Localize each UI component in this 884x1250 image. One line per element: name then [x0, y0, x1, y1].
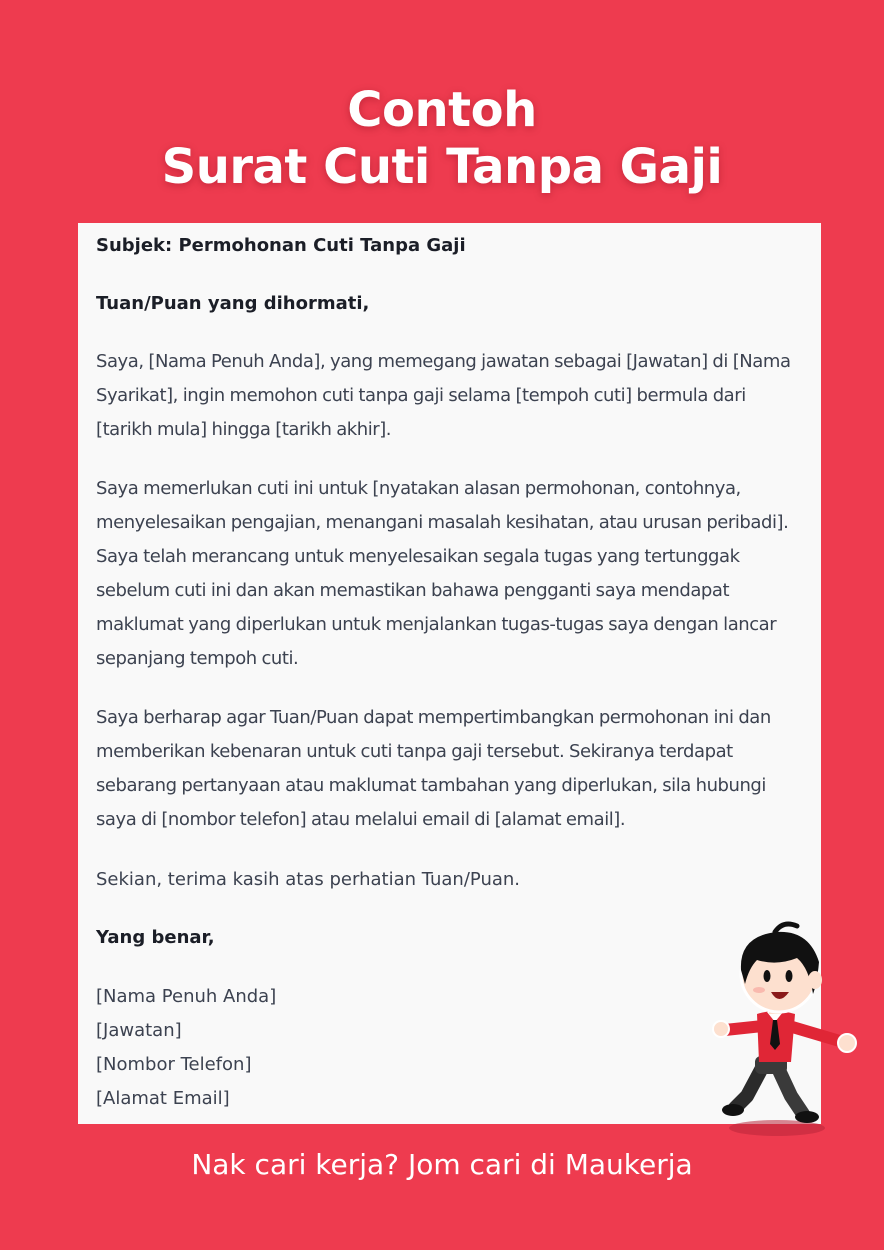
signature-phone: [Nombor Telefon] — [96, 1054, 252, 1075]
letter-salutation: Tuan/Puan yang dihormati, — [96, 293, 370, 314]
letter-paragraph-1: Saya, [Nama Penuh Anda], yang memegang jawatan sebagai [Jawatan] di [Nama Syarikat], ingin memohon cuti tanpa gaji selama [tempoh cuti] bermula dari [tarikh mula] hingga [tarikh akhir]. — [96, 351, 791, 440]
signature-name: [Nama Penuh Anda] — [96, 986, 277, 1007]
signature-email: [Alamat Email] — [96, 1088, 230, 1109]
page-title-line-1: Contoh — [347, 82, 537, 138]
letter-paragraph-3: Saya berharap agar Tuan/Puan dapat mempertimbangkan permohonan ini dan memberikan kebenaran untuk cuti tanpa gaji tersebut. Sekiranya terdapat sebarang pertanyaan atau maklumat tambahan yang diperlukan, sila hubungi saya di [nombor telefon] atau melalui email di [alamat email]. — [96, 707, 771, 830]
mascot-character-illustration — [705, 918, 865, 1143]
page-title-line-2: Surat Cuti Tanpa Gaji — [161, 139, 723, 195]
letter-closing-line: Sekian, terima kasih atas perhatian Tuan/Puan. — [96, 869, 521, 890]
footer-tagline: Nak cari kerja? Jom cari di Maukerja — [191, 1148, 693, 1181]
signature-position: [Jawatan] — [96, 1020, 182, 1041]
letter-signoff: Yang benar, — [96, 927, 215, 948]
letter-paragraph-2: Saya memerlukan cuti ini untuk [nyatakan alasan permohonan, contohnya, menyelesaikan pengajian, menangani masalah kesihatan, atau urusan peribadi]. Saya telah merancang untuk menyelesaikan segala tugas yang tertunggak sebelum cuti ini dan akan memastikan bahawa pengganti saya mendapat maklumat yang diperlukan untuk menjalankan tugas-tugas saya dengan lancar sepanjang tempoh cuti. — [96, 478, 789, 669]
letter-subject: Subjek: Permohonan Cuti Tanpa Gaji — [96, 235, 466, 256]
